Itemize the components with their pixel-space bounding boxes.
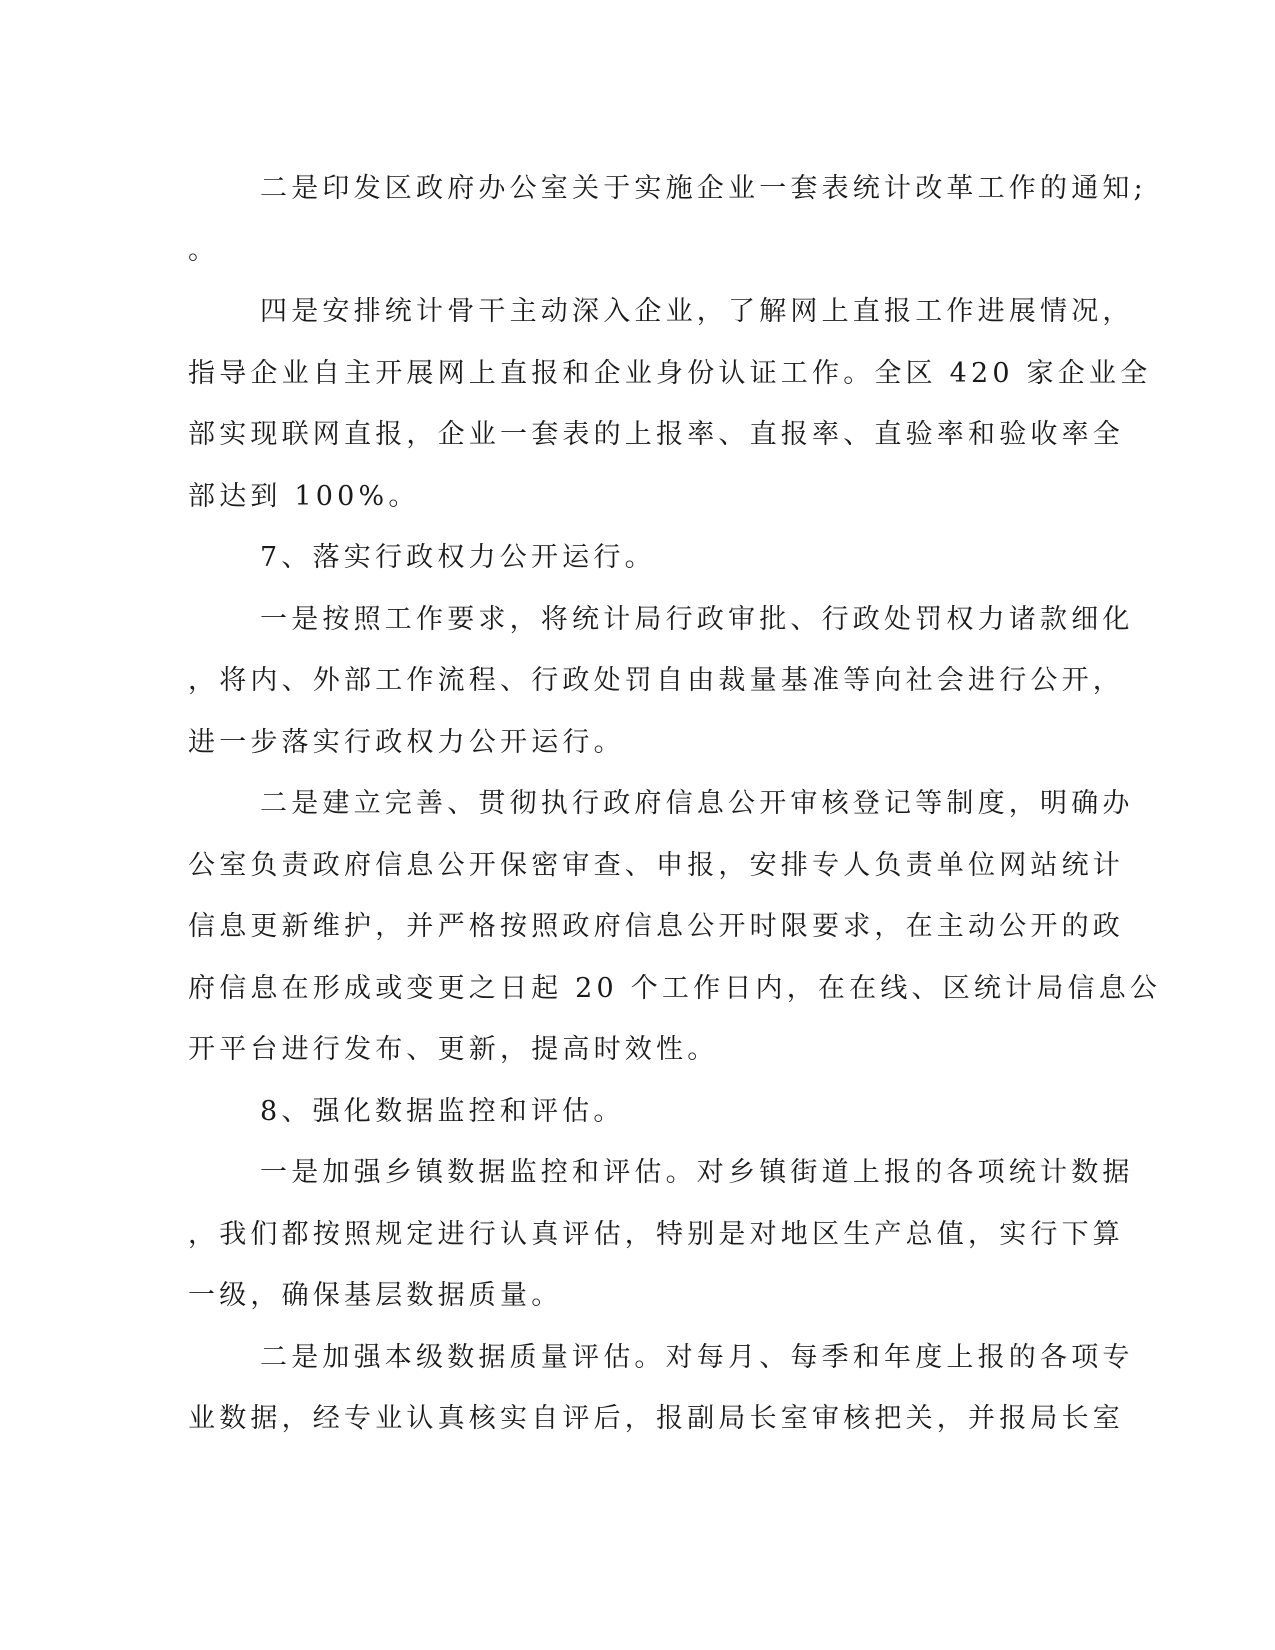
text-line: 进一步落实行政权力公开运行。 bbox=[188, 726, 625, 758]
text-line: 指导企业自主开展网上直报和企业身份认证工作。全区 420 家企业全 bbox=[188, 357, 1152, 389]
text-line: 部达到 100%。 bbox=[188, 480, 420, 512]
text-line: ，将内、外部工作流程、行政处罚自由裁量基准等向社会进行公开， bbox=[188, 665, 1124, 696]
text-line: 二是加强本级数据质量评估。对每月、每季和年度上报的各项专 bbox=[260, 1341, 1134, 1373]
section-heading: 8、强化数据监控和评估。 bbox=[260, 1095, 625, 1127]
text-line: 部实现联网直报，企业一套表的上报率、直报率、直验率和验收率全 bbox=[188, 419, 1124, 450]
text-line: 信息更新维护，并严格按照政府信息公开时限要求，在主动公开的政 bbox=[188, 911, 1124, 942]
text-line: 一是加强乡镇数据监控和评估。对乡镇街道上报的各项统计数据 bbox=[260, 1157, 1134, 1188]
text-line: ，我们都按照规定进行认真评估，特别是对地区生产总值，实行下算 bbox=[188, 1218, 1124, 1250]
text-line: 一级，确保基层数据质量。 bbox=[188, 1280, 563, 1311]
text-line: 四是安排统计骨干主动深入企业，了解网上直报工作进展情况， bbox=[260, 296, 1134, 327]
text-line: 公室负责政府信息公开保密审查、申报，安排专人负责单位网站统计 bbox=[188, 849, 1124, 881]
text-line: 二是印发区政府办公室关于实施企业一套表统计改革工作的通知; bbox=[260, 173, 1147, 204]
document-body bbox=[188, 158, 1162, 1450]
text-line: 开平台进行发布、更新，提高时效性。 bbox=[188, 1034, 719, 1065]
section-heading: 7、落实行政权力公开运行。 bbox=[260, 542, 656, 573]
text-line: 二是建立完善、贯彻执行政府信息公开审核登记等制度，明确办 bbox=[260, 788, 1134, 819]
text-line: 业数据，经专业认真核实自评后，报副局长室审核把关，并报局长室 bbox=[188, 1403, 1124, 1434]
text-line: 。 bbox=[188, 234, 220, 266]
text-line: 一是按照工作要求，将统计局行政审批、行政处罚权力诸款细化 bbox=[260, 603, 1134, 635]
text-line: 府信息在形成或变更之日起 20 个工作日内，在在线、区统计局信息公 bbox=[188, 972, 1162, 1004]
